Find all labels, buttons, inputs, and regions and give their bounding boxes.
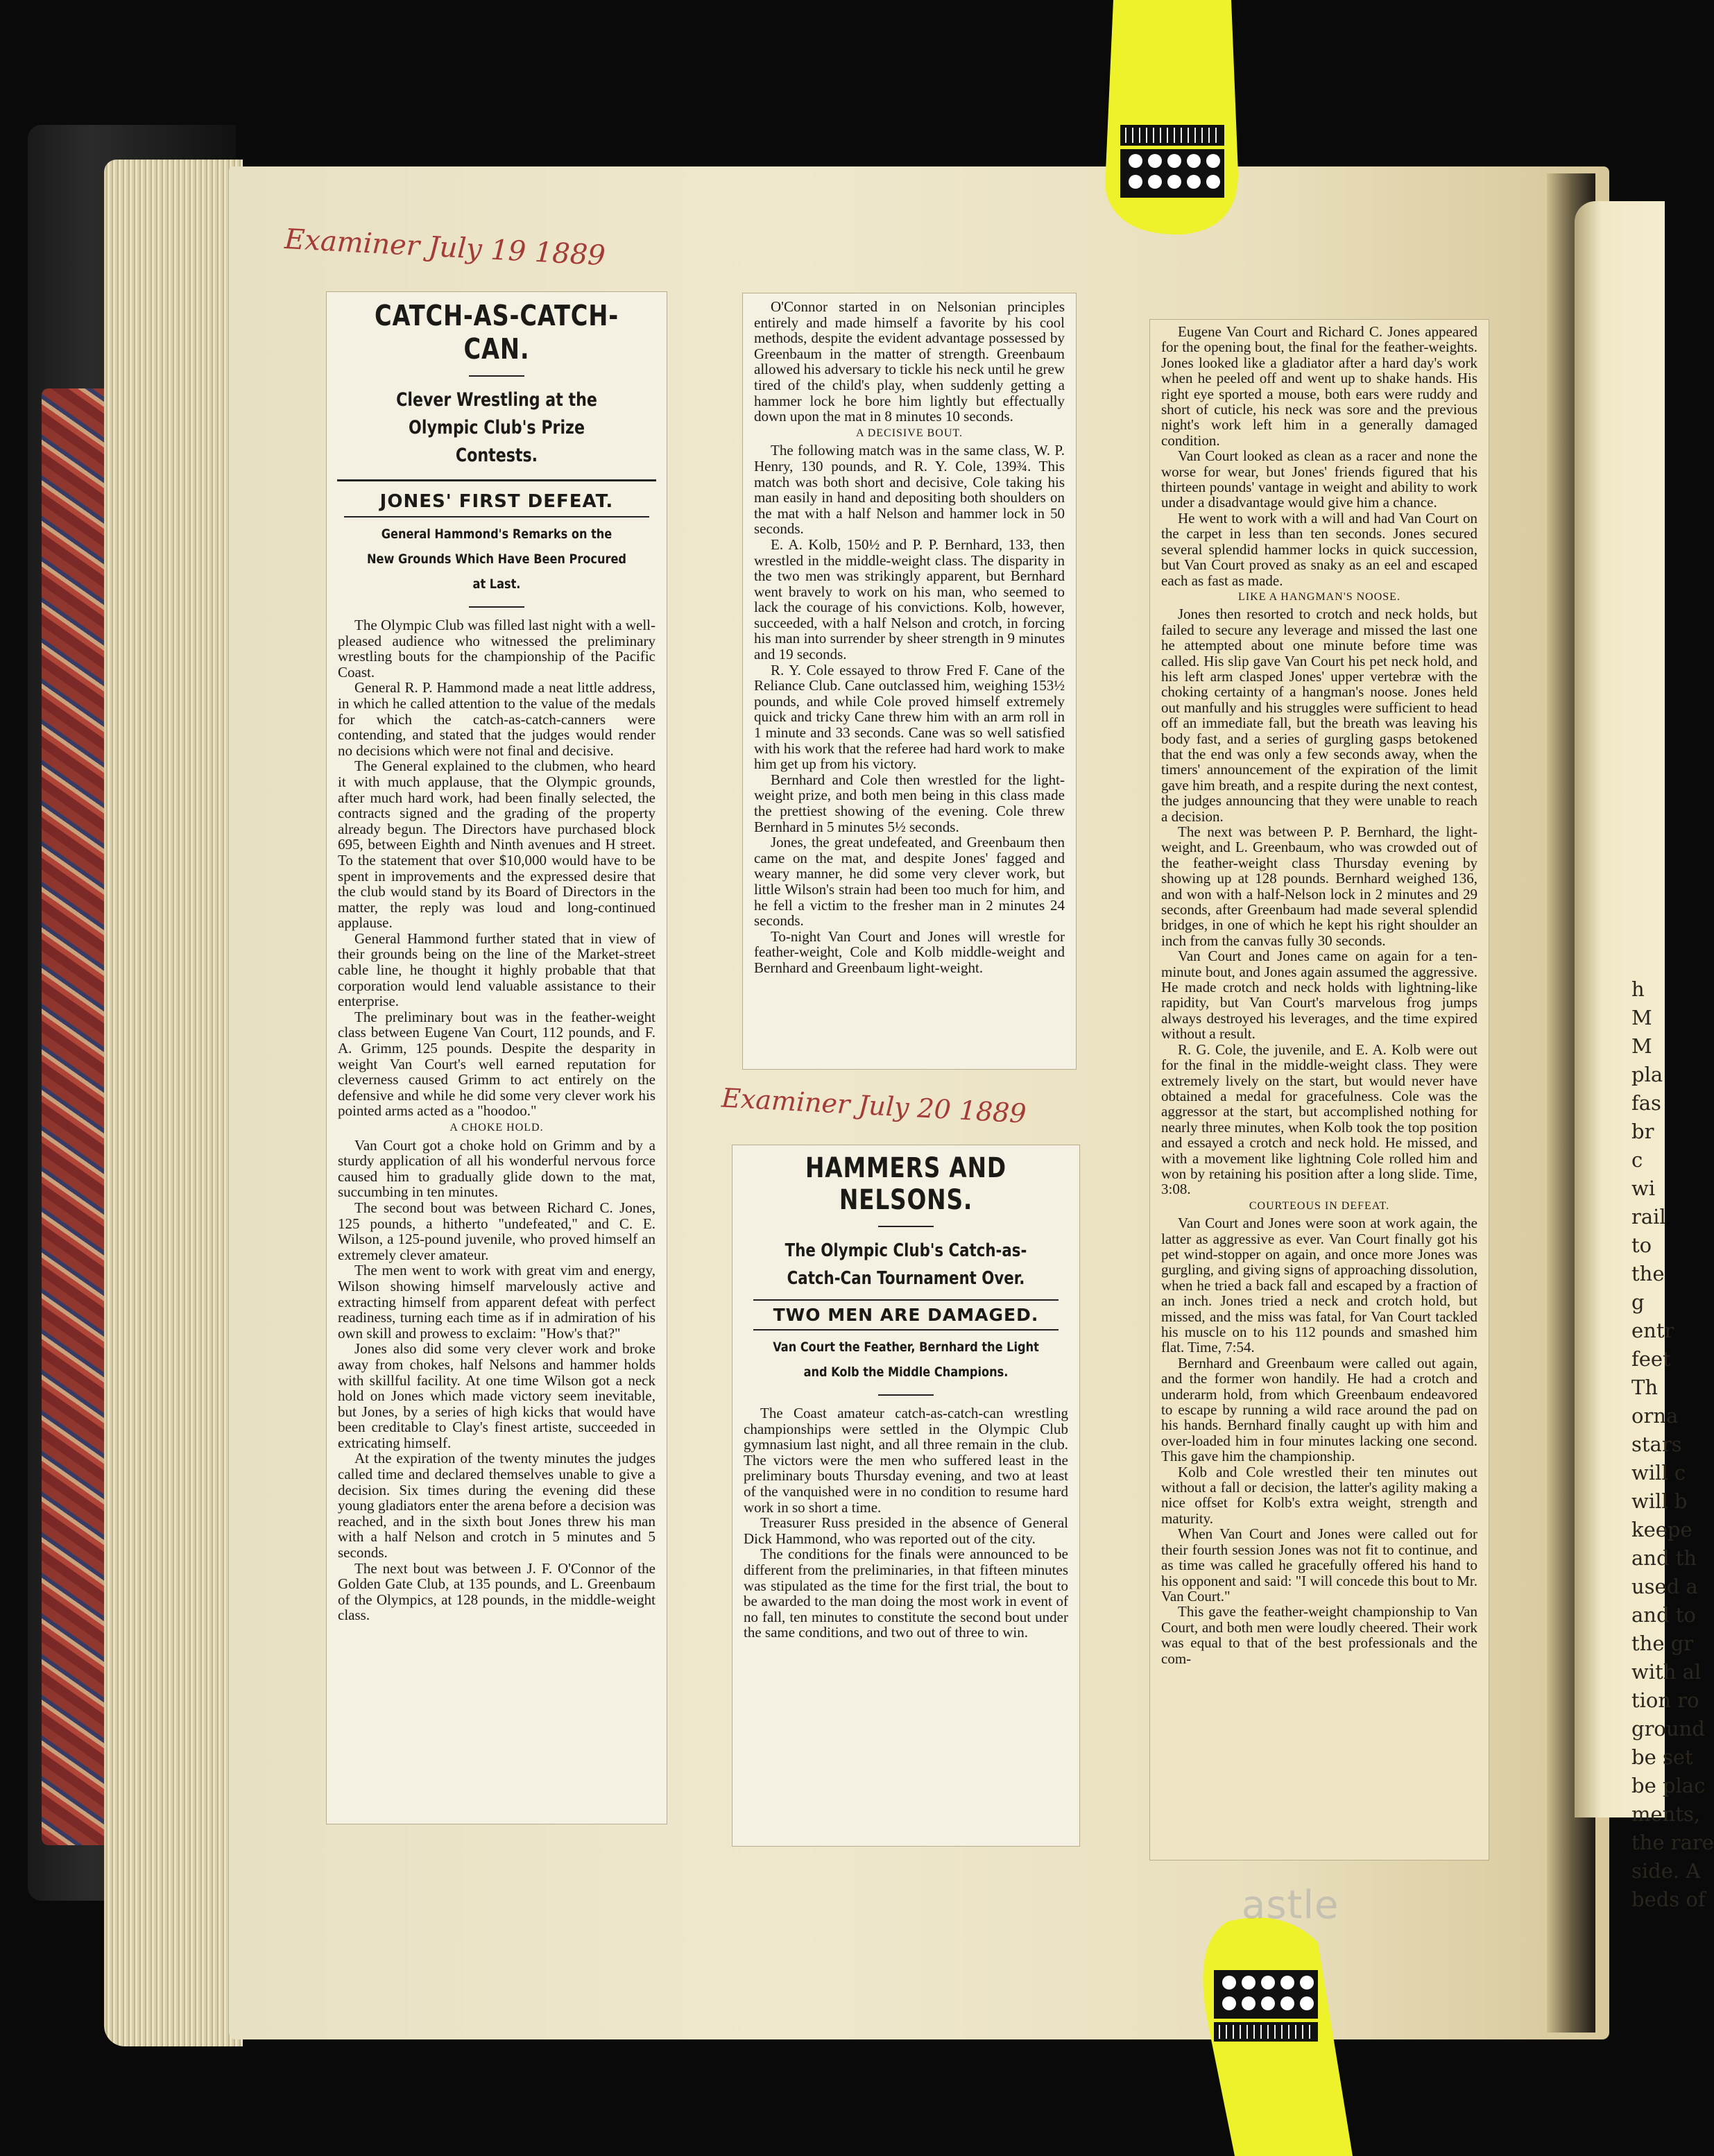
facing-page-fragment: tion ro	[1631, 1688, 1699, 1712]
handwritten-note-left: Examiner July 19 1889	[284, 223, 606, 273]
paragraph: The Olympic Club was filled last night with a well-pleased audience who witnessed the preliminary wrestling bouts for the championship of the Pacific Coast.	[338, 617, 655, 681]
article-body	[1150, 320, 1489, 1666]
paragraph: General Hammond further stated that in view of their grounds being on the line of the Market-street cable line, he thought it highly probable that that corporation would lend valuable assistance to their enterprise.	[338, 930, 655, 1010]
facing-page-fragment: M	[1631, 1034, 1652, 1058]
clipping-continuation	[742, 293, 1077, 1070]
article-body	[743, 293, 1076, 976]
rule	[878, 1226, 934, 1227]
facing-page-fragment: c	[1631, 1148, 1643, 1172]
deck: The Olympic Club's Catch-as-Catch-Can Tournament Over.	[785, 1240, 1027, 1289]
facing-page-fragment: the rare	[1631, 1831, 1714, 1854]
paragraph: The following match was in the same class, W. P. Henry, 130 pounds, and R. Y. Cole, 139¾. This match was both short and decisive, Cole taking his man easily in hand and depositing both shoulders on the mat with a half Nelson and hammer lock in 50 seconds.	[754, 442, 1065, 538]
facing-page-fragment: to	[1631, 1233, 1652, 1257]
section-heading: COURTEOUS IN DEFEAT.	[1249, 1199, 1390, 1212]
deck: Clever Wrestling at the Olympic Club's Prize Contests.	[396, 389, 597, 466]
facing-page-fragment: h	[1631, 977, 1645, 1001]
paragraph: He went to work with a will and had Van Court on the carpet in less than ten seconds. Jones secured several splendid hammer locks in quick succession, but Van Court proved as snaky as an eel and escaped each as fast as made.	[1161, 509, 1477, 589]
paragraph: E. A. Kolb, 150½ and P. P. Bernhard, 133, then wrestled in the middle-weight class. The disparity in the two men was strikingly apparent, but Bernhard went bravely to work on his man, who seemed to lack the courage of his convictions. Kolb, however, succeeded, with a half Nelson and crotch, in forcing his man into surrender by sheer strength in 9 minutes and 19 seconds.	[754, 536, 1065, 663]
paragraph: Eugene Van Court and Richard C. Jones appeared for the opening bout, the final for the feather-weights. Jones looked like a gladiator after a hard day's work when he peeled off and went up to shake hands. His right eye sported a mouse, both ears were ruddy and short of cuticle, his neck was sore and the previous night's work left him in a generally damaged condition.	[1161, 323, 1477, 449]
facing-page-fragment: will c	[1631, 1461, 1686, 1485]
paragraph: Bernhard and Cole then wrestled for the light-weight prize, and both men being in this class made the prettiest showing of the evening. Cole threw Bernhard in 5 minutes 5½ seconds.	[754, 771, 1065, 835]
article-body	[732, 1405, 1079, 1641]
paragraph: The conditions for the finals were announced to be different from the preliminaries, in that fifteen minutes was stipulated as the time for the first trial, the bout to be awarded to the man doing the most work in event of no fall, ten minutes to constitute the second bout under the same conditions, and two out of three to win.	[744, 1546, 1068, 1641]
paragraph: Van Court and Jones were soon at work again, the latter as aggressive as ever. Van Court finally got his pet wind-stopper on again, and once more Jones was gurgling, and giving signs of approaching dissolution, when he tried a back fall and escaped by a fraction of an inch. Jones tried a neck and crotch hold, but missed, and the miss was fatal, for Van Court tackled his muscle on to his 112 pounds and smashed him flat. Time, 7:54.	[1161, 1215, 1477, 1356]
subhead: JONES' FIRST DEFEAT.	[379, 491, 614, 512]
facing-page-fragment: rail	[1631, 1205, 1666, 1229]
section-heading: A CHOKE HOLD.	[449, 1122, 544, 1133]
paragraph: Jones also did some very clever work and broke away from chokes, half Nelsons and hammer holds with skillful facility. At one time Wilson got a neck hold on Jones which made victory seem inevitable, but Jones, by a series of high kicks that would have been creditable to Clay's finest artiste, succeeded in extricating himself.	[338, 1340, 655, 1451]
page-edges	[104, 160, 243, 2046]
paragraph: The next was between P. P. Bernhard, the light-weight, and L. Greenbaum, who was crowded out of the feather-weight class Thursday evening by showing up at 128 pounds. Bernhard weighed 136, and won with a half-Nelson lock in 2 minutes and 29 seconds, after Greenbaum had made several splendid bridges, in one of which he kept his right shoulder an inch from the canvas fully 30 seconds.	[1161, 823, 1477, 949]
facing-page-fragment: the	[1631, 1262, 1665, 1285]
facing-page-fragment: pla	[1631, 1063, 1663, 1086]
rule	[337, 479, 656, 481]
facing-page-fragment: orna	[1631, 1404, 1679, 1428]
section-heading: LIKE A HANGMAN'S NOOSE.	[1238, 590, 1400, 603]
facing-page-fragment: keepe	[1631, 1518, 1692, 1541]
paragraph: Van Court got a choke hold on Grimm and by a sturdy application of all his wonderful nervous force caused him to gradually glide down to the mat, succumbing in ten minutes.	[338, 1136, 655, 1201]
paragraph: Jones then resorted to crotch and neck holds, but failed to secure any leverage and missed the last one he attempted about one minute before time was called. His slip gave Van Court his pet neck hold, and his left arm clasped Jones' upper vertebræ with the choking certainty of a hangman's noose. Jones held out manfully and his struggles were sufficient to head off an immediate fall, but the breath was leaving his body fast, and a series of gurgling gasps betokened that the end was only a few seconds away, when the timers' announcement of the expiration of the limit gave him breath, and a respite during the next contest, the judges announcing that they were unable to reach a decision.	[1161, 606, 1477, 825]
page-holder-clip-bottom	[1179, 1915, 1360, 2156]
paragraph: General R. P. Hammond made a neat little address, in which he called attention to the value of the medals for which the catch-as-catch-canners were contending, and stated that the judges would render no decisions which were not final and decisive.	[338, 679, 655, 759]
rule	[753, 1299, 1059, 1301]
facing-page-fragment: stars	[1631, 1432, 1682, 1456]
facing-page-fragment: with al	[1631, 1660, 1702, 1684]
paragraph: The General explained to the clubmen, who heard it with much applause, that the Olympic grounds, after much hard work, had been finally selected, the contracts signed and the grading of the property already begun. The Directors have purchased block 695, between Eighth and Ninth avenues and H street. To the statement that over $10,000 would have to be spent in improvements and the expressed desire that the club would stand by its Board of Directors in the matter, the reply was loud and long-continued applause.	[338, 758, 655, 932]
section-heading: A DECISIVE BOUT.	[856, 427, 963, 439]
paragraph: Van Court and Jones came on again for a ten-minute bout, and Jones again assumed the aggressive. He made crotch and neck holds with lightning-like rapidity, but Van Court's marvelous frog jumps always destroyed his leverages, and the time expired without a result.	[1161, 948, 1477, 1043]
paragraph: To-night Van Court and Jones will wrestle for feather-weight, Cole and Kolb middle-weight and Bernhard and Greenbaum light-weight.	[754, 927, 1065, 976]
facing-page-fragment: ments,	[1631, 1802, 1701, 1826]
rule	[469, 375, 524, 377]
paragraph: The second bout was between Richard C. Jones, 125 pounds, a hitherto "undefeated," and C. E. Wilson, a 125-pound juvenile, who proved himself an extremely clever amateur.	[338, 1199, 655, 1263]
headline: CATCH-AS-CATCH-CAN.	[374, 299, 619, 366]
paragraph: At the expiration of the twenty minutes the judges called time and declared themselves unable to give a decision. Six times during the evening did these young gladiators enter the arena before a decision was reached, and in the sixth bout Jones threw his man with a half Nelson and crotch in 5 minutes and 5 seconds.	[338, 1450, 655, 1562]
paragraph: Kolb and Cole wrestled their ten minutes out without a fall or decision, the latter's agility making a nice offset for Kolb's extra weight, strength and maturity.	[1161, 1463, 1477, 1527]
paragraph: Bernhard and Greenbaum were called out again, and the former won handily. He had a crotch and underarm hold, from which Greenbaum endeavored to escape by running a wild race around the pad on his hands. Bernhard finally caught up with him and over-loaded him in four minutes lacking one second. This gave him the championship.	[1161, 1354, 1477, 1465]
page-holder-clip-top	[1099, 0, 1245, 236]
paragraph: O'Connor started in on Nelsonian principles entirely and made himself a favorite by his cool methods, despite the evident advantage possessed by Greenbaum in the matter of strength. Greenbaum allowed his adversary to tickle his neck until he grew tired of the child's play, when suddenly getting a hammer lock he bore him lightly but effectually down upon the mat in 8 minutes 10 seconds.	[754, 298, 1065, 425]
facing-page-fragment: fas	[1631, 1091, 1661, 1115]
rule	[753, 1329, 1059, 1331]
rule	[344, 516, 649, 517]
subhead: TWO MEN ARE DAMAGED.	[773, 1305, 1039, 1325]
clipping-catch-as-catch-can	[326, 291, 667, 1824]
facing-page-fragment: entr	[1631, 1319, 1674, 1342]
paragraph: R. G. Cole, the juvenile, and E. A. Kolb were out for the final in the middle-weight class. They were extremely lively on the start, but would never have obtained a medal for gracefulness. Cole was the aggressor at the start, but accomplished nothing for nearly three minutes, when Kolb took the top position and essayed a crotch and neck hold. He missed, and with a movement like lightning Cole rolled him and won by retaining his position after a long slide. Time, 3:08.	[1161, 1041, 1477, 1198]
facing-page-fragment: g	[1631, 1290, 1645, 1314]
facing-page-fragment: and to	[1631, 1603, 1696, 1627]
clipping-hammers-and-nelsons	[732, 1145, 1080, 1847]
facing-page-fragment: beds of	[1631, 1888, 1706, 1911]
watermark: astle	[1242, 1883, 1339, 1928]
facing-page-fragment: used a	[1631, 1575, 1698, 1598]
facing-page-fragment: be set	[1631, 1745, 1693, 1769]
facing-page-fragment: will b	[1631, 1489, 1688, 1513]
paragraph: Van Court looked as clean as a racer and none the worse for wear, but Jones' friends figured that his thirteen pounds' vantage in weight and ability to work under a disadvantage would give him a chance.	[1161, 447, 1477, 511]
deck-secondary: Van Court the Feather, Bernhard the Light and Kolb the Middle Champions.	[773, 1340, 1039, 1380]
facing-page-fragment: side. A	[1631, 1859, 1701, 1883]
article-body	[327, 617, 667, 1623]
clipping-hammers-continuation	[1149, 319, 1489, 1860]
facing-page-fragment: feet	[1631, 1347, 1671, 1371]
facing-page-fragment: Th	[1631, 1376, 1659, 1399]
paragraph: Treasurer Russ presided in the absence of General Dick Hammond, who was reported out of the city.	[744, 1514, 1068, 1547]
facing-page-fragment: ground	[1631, 1717, 1705, 1740]
handwritten-note-middle: Examiner July 20 1889	[721, 1082, 1027, 1129]
headline: HAMMERS AND NELSONS.	[805, 1152, 1006, 1216]
paragraph: When Van Court and Jones were called out for their fourth session Jones was not fit to continue, and as time was called he gracefully offered his hand to his opponent and said: "I will concede this bout to Mr. Van Court."	[1161, 1525, 1477, 1605]
facing-page-fragment: and th	[1631, 1546, 1697, 1570]
facing-page-fragment: wi	[1631, 1177, 1656, 1200]
facing-page-fragment: the gr	[1631, 1632, 1694, 1655]
paragraph: Jones, the great undefeated, and Greenbaum then came on the mat, and despite Jones' fagged and weary manner, he did some very clever work, but little Wilson's strain had been too much for him, and he fell a victim to the fresher man in 2 minutes 24 seconds.	[754, 834, 1065, 930]
facing-page-fragment: br	[1631, 1120, 1654, 1143]
rule	[878, 1394, 934, 1396]
rule	[469, 606, 524, 608]
deck-secondary: General Hammond's Remarks on the New Grounds Which Have Been Procured at Last.	[367, 527, 626, 592]
paragraph: The next bout was between J. F. O'Connor of the Golden Gate Club, at 135 pounds, and L. Greenbaum of the Olympics, at 128 pounds, in the middle-weight class.	[338, 1559, 655, 1624]
paragraph: R. Y. Cole essayed to throw Fred F. Cane of the Reliance Club. Cane outclassed him, weighing 153½ pounds, and while Cole proved himself extremely quick and tricky Cane threw him with an arm roll in 1 minute and 33 seconds. Cane was so well satisfied with his work that the referee had hard work to make him get up from his victory.	[754, 661, 1065, 773]
paragraph: The Coast amateur catch-as-catch-can wrestling championships were settled in the Olympic Club gymnasium last night, and all three remain in the club. The victors were the men who suffered least in the preliminary bouts Thursday evening, and two at least of the vanquished were in no condition to resume hard work in so short a time.	[744, 1405, 1068, 1516]
paragraph: This gave the feather-weight championship to Van Court, and both men were loudly cheered. Their work was equal to that of the best professionals and the com-	[1161, 1603, 1477, 1667]
paragraph: The preliminary bout was in the feather-weight class between Eugene Van Court, 112 pounds, and F. A. Grimm, 125 pounds. Despite the desparity in weight Van Court's well earned reputation for cleverness caused Grimm to act entirely on the defensive and while he did some very clever work his pointed arms acted as a "hoodoo."	[338, 1008, 655, 1120]
paragraph: The men went to work with great vim and energy, Wilson showing himself marvelously active and extracting himself from apparent defeat with perfect readiness, turning each time as if in admiration of his own skill and prowess to exclaim: "How's that?"	[338, 1262, 655, 1342]
facing-page-fragment: M	[1631, 1006, 1652, 1029]
facing-page-fragment: be plac	[1631, 1774, 1706, 1797]
